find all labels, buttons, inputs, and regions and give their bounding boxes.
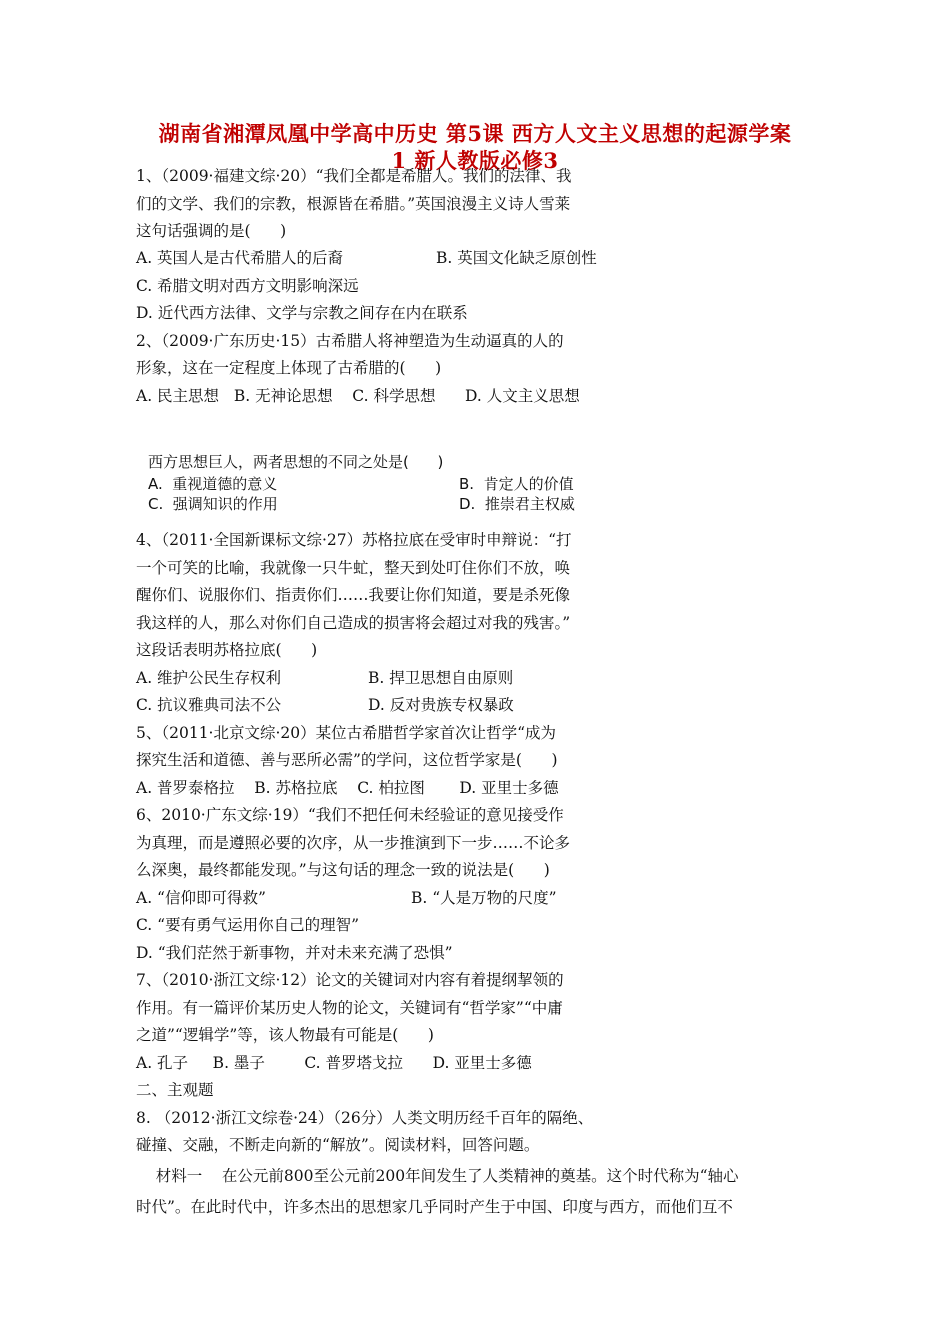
q1-stem-line-1: 1、（2009·福建文综·20）“我们全都是希腊人。我们的法律、我	[136, 167, 572, 185]
q1-stem-line-3: 这句话强调的是( )	[136, 222, 287, 240]
q6-option-a: A. “信仰即可得救”	[136, 889, 266, 907]
q4-option-b: B. 捍卫思想自由原则	[368, 669, 514, 687]
q2-stem-line-2: 形象，这在一定程度上体现了古希腊的( )	[136, 359, 442, 377]
q4-option-d: D. 反对贵族专权暴政	[368, 696, 514, 714]
q6-stem-line-3: 么深奥，最终都能发现。”与这句话的理念一致的说法是( )	[136, 861, 550, 879]
q4-option-c: C. 抗议雅典司法不公	[136, 696, 282, 714]
q8-stem-line-2: 碰撞、交融，不断走向新的“解放”。阅读材料，回答问题。	[136, 1136, 540, 1154]
q6-stem-line-2: 为真理，而是遵照必要的次序，从一步推演到下一步……不论多	[136, 834, 571, 852]
q1-stem-line-2: 们的文学、我们的宗教，根源皆在希腊。”英国浪漫主义诗人雪莱	[136, 195, 571, 213]
q3-option-c: C. 强调知识的作用	[148, 495, 278, 513]
q7-options: A. 孔子 B. 墨子 C. 普罗塔戈拉 D. 亚里士多德	[136, 1054, 532, 1072]
title-line-1: 湖南省湘潭凤凰中学高中历史 第5课 西方人文主义思想的起源学案	[158, 121, 792, 146]
q4-stem-line-2: 一个可笑的比喻，我就像一只牛虻，整天到处叮住你们不放，唤	[136, 559, 571, 577]
q7-stem-line-3: 之道”“逻辑学”等，该人物最有可能是( )	[136, 1026, 434, 1044]
q3-option-b: B. 肯定人的价值	[459, 475, 574, 493]
q6-option-c: C. “要有勇气运用你自己的理智”	[136, 916, 360, 934]
q1-option-a: A. 英国人是古代希腊人的后裔	[136, 249, 344, 267]
section-heading: 二、主观题	[136, 1081, 214, 1099]
q4-stem-line-5: 这段话表明苏格拉底( )	[136, 641, 318, 659]
q7-stem-line-1: 7、（2010·浙江文综·12）论文的关键词对内容有着提纲挈领的	[136, 971, 564, 989]
q5-stem-line-1: 5、（2011·北京文综·20）某位古希腊哲学家首次让哲学“成为	[136, 724, 557, 742]
q3-option-d: D. 推崇君主权威	[459, 495, 575, 513]
q7-stem-line-2: 作用。有一篇评价某历史人物的论文，关键词有“哲学家”“中庸	[136, 999, 563, 1017]
q8-material-line-2: 时代”。在此时代中，许多杰出的思想家几乎同时产生于中国、印度与西方，而他们互不	[136, 1198, 733, 1216]
q6-option-b: B. “人是万物的尺度”	[411, 889, 557, 907]
q2-options: A. 民主思想 B. 无神论思想 C. 科学思想 D. 人文主义思想	[136, 387, 580, 405]
q3-stem: 西方思想巨人，两者思想的不同之处是( )	[148, 453, 444, 471]
q2-stem-line-1: 2、（2009·广东历史·15）古希腊人将神塑造为生动逼真的人的	[136, 332, 564, 350]
q3-option-a: A. 重视道德的意义	[148, 475, 278, 493]
title-line-2: 1 新人教版必修3	[391, 148, 559, 173]
q4-stem-line-3: 醒你们、说服你们、指责你们……我要让你们知道，要是杀死像	[136, 586, 571, 604]
q6-stem-line-1: 6、2010·广东文综·19）“我们不把任何未经验证的意见接受作	[136, 806, 564, 824]
q4-stem-line-1: 4、（2011·全国新课标文综·27）苏格拉底在受审时申辩说：“打	[136, 531, 572, 549]
q5-options: A. 普罗泰格拉 B. 苏格拉底 C. 柏拉图 D. 亚里士多德	[136, 779, 559, 797]
q1-option-c: C. 希腊文明对西方文明影响深远	[136, 277, 359, 295]
q4-option-a: A. 维护公民生存权利	[136, 669, 282, 687]
q8-material-line-1: 材料一 在公元前800至公元前200年间发生了人类精神的奠基。这个时代称为“轴心	[136, 1167, 739, 1185]
q8-stem-line-1: 8. （2012·浙江文综卷·24）（26分）人类文明历经千百年的隔绝、	[136, 1109, 594, 1127]
q5-stem-line-2: 探究生活和道德、善与恶所必需”的学问，这位哲学家是( )	[136, 751, 558, 769]
q1-option-b: B. 英国文化缺乏原创性	[436, 249, 597, 267]
q6-option-d: D. “我们茫然于新事物，并对未来充满了恐惧”	[136, 944, 453, 962]
q1-option-d: D. 近代西方法律、文学与宗教之间存在内在联系	[136, 304, 468, 322]
q4-stem-line-4: 我这样的人，那么对你们自己造成的损害将会超过对我的残害。”	[136, 614, 571, 632]
